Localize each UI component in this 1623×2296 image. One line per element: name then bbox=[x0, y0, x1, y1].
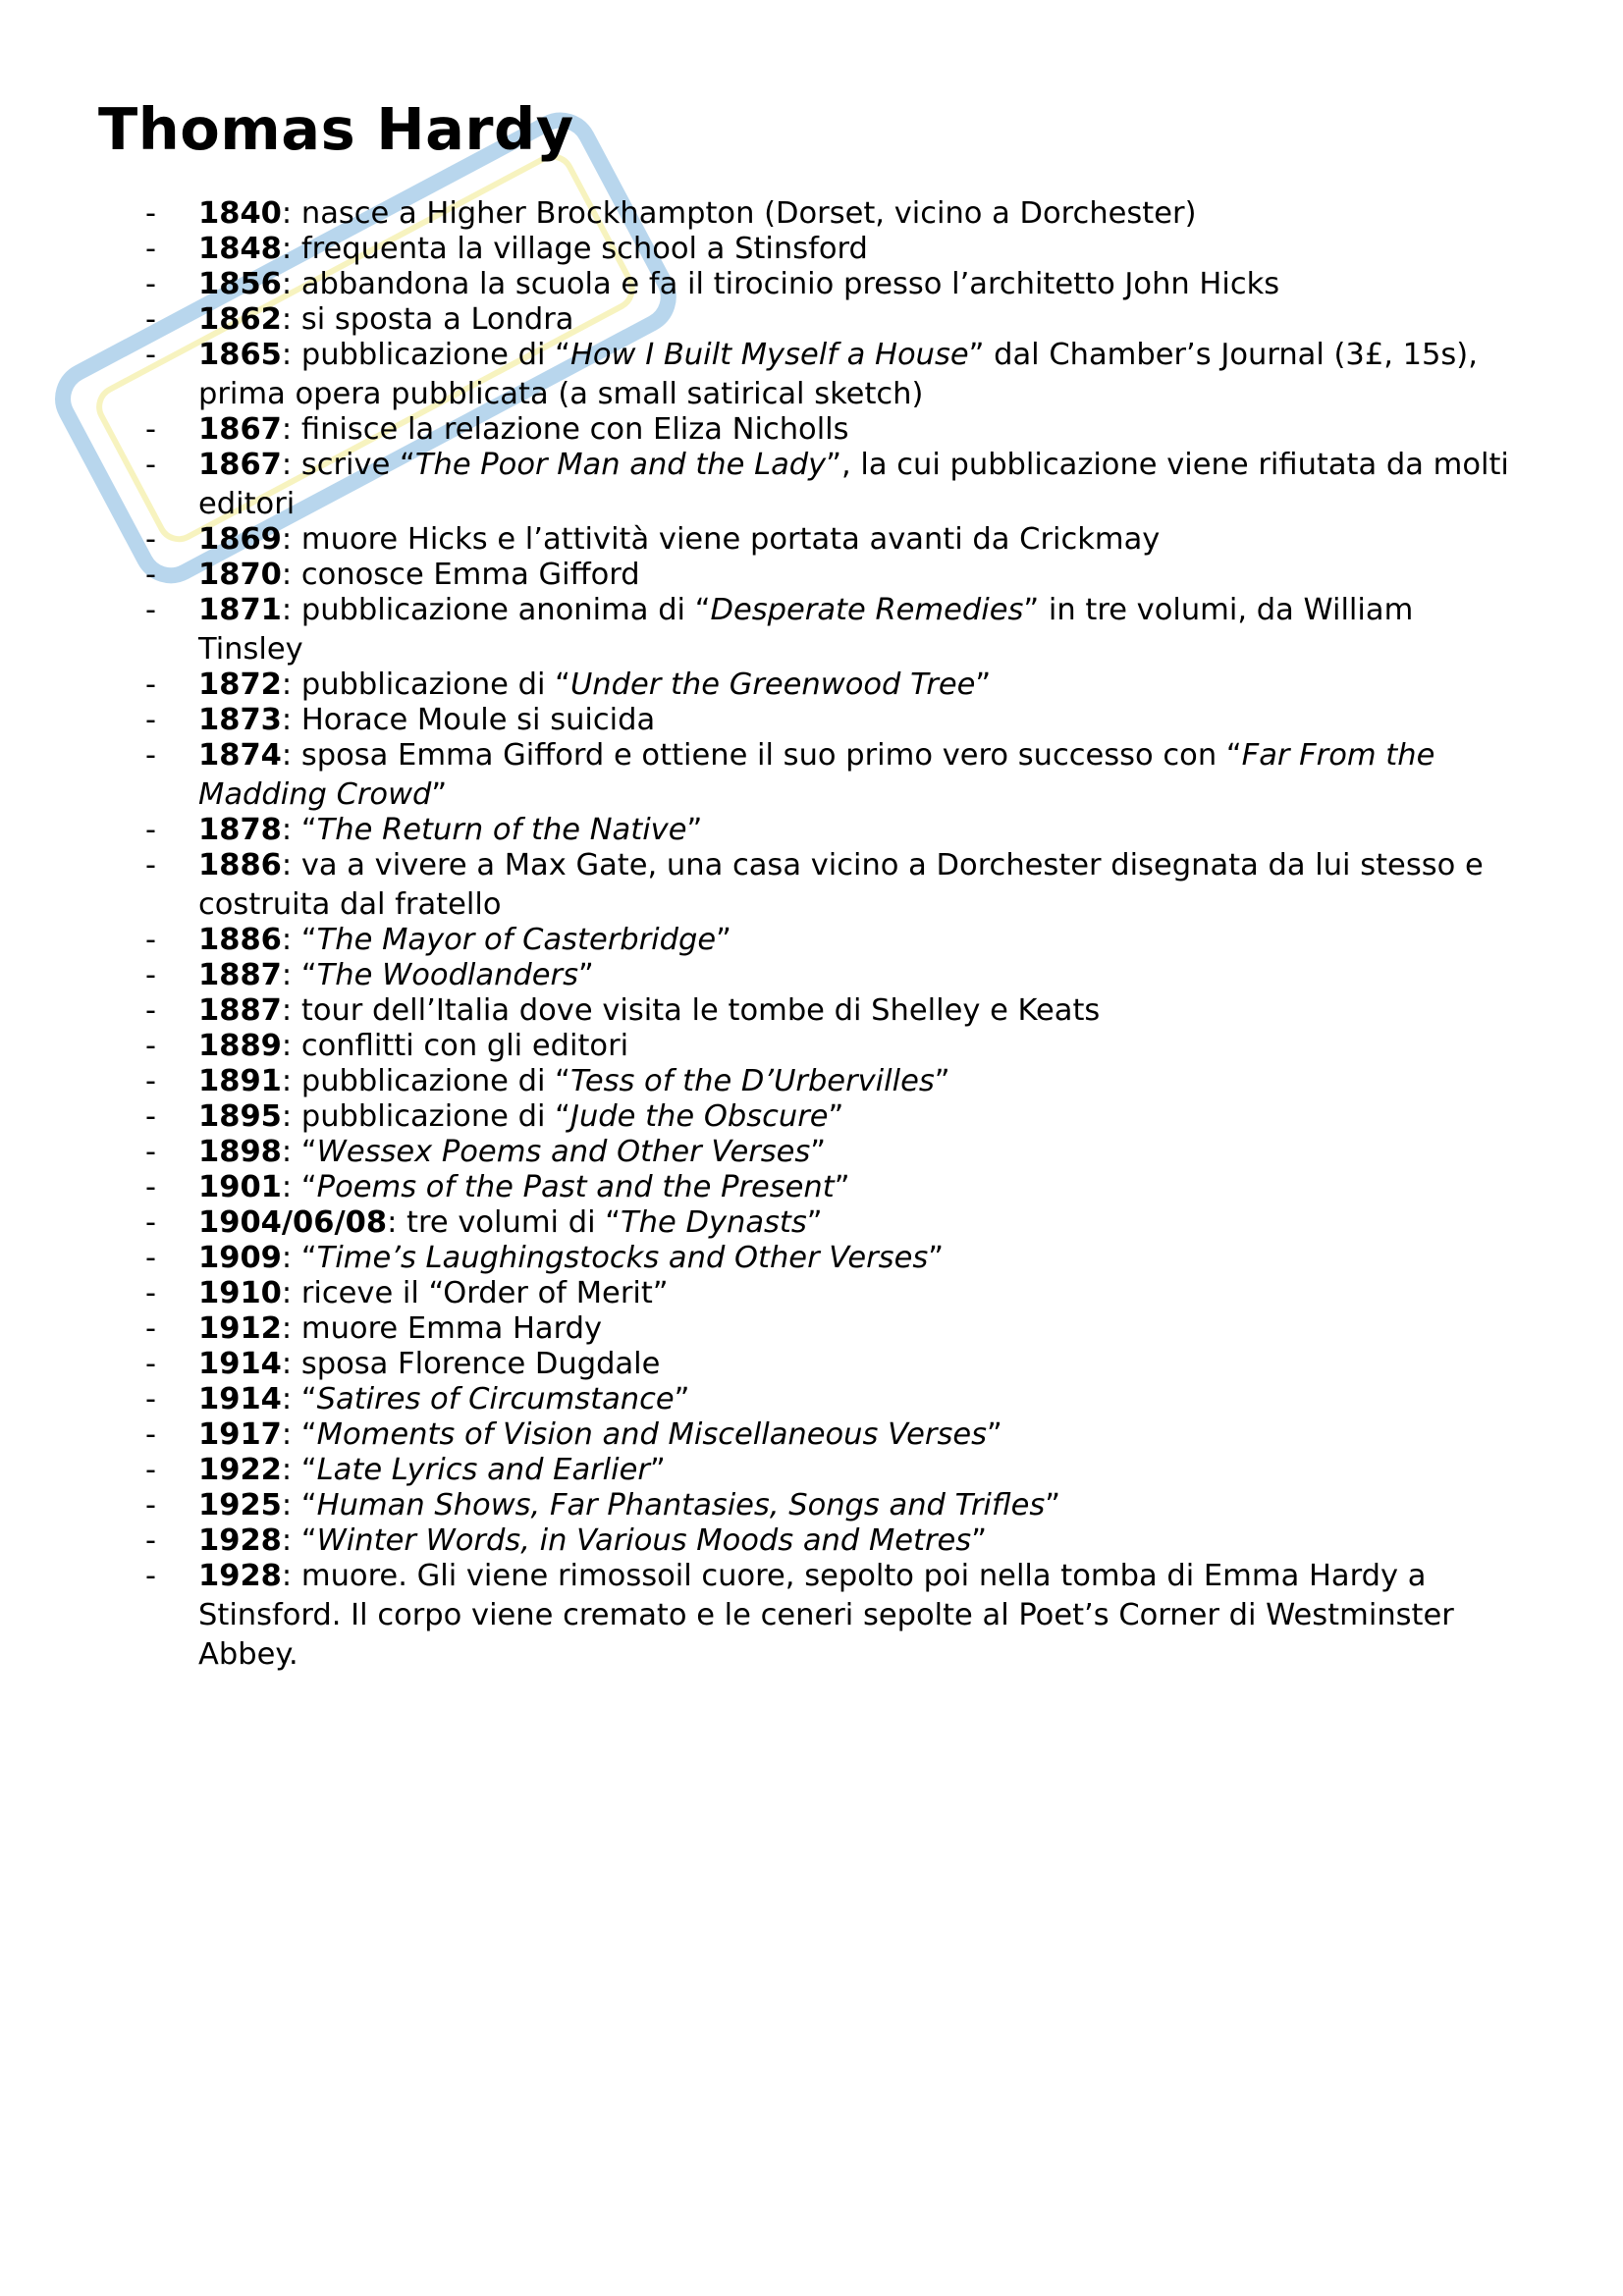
entry-work-title: Poems of the Past and the Present bbox=[316, 1170, 835, 1204]
bullet-dash: - bbox=[145, 338, 157, 372]
entry-year: 1878 bbox=[198, 813, 282, 847]
bullet-dash: - bbox=[145, 558, 157, 592]
bullet-dash: - bbox=[145, 232, 157, 266]
entry-work-title: The Return of the Native bbox=[316, 813, 687, 847]
entry-text: : “ bbox=[281, 1417, 317, 1452]
entry-text: : “ bbox=[281, 1523, 317, 1558]
entry-text: : muore Emma Hardy bbox=[281, 1311, 603, 1346]
bullet-dash: - bbox=[145, 196, 157, 231]
entry-text-after: ” dal Chamber’s Journal (3£, 15s), prima opera pubblicata (a small satirical sketch) bbox=[198, 338, 1478, 411]
entry-text: : pubblicazione di “ bbox=[281, 667, 570, 702]
timeline-entry bbox=[0, 666, 1623, 705]
bullet-dash: - bbox=[145, 302, 157, 337]
entry-year: 1928 bbox=[198, 1559, 282, 1593]
entry-work-title: Under the Greenwood Tree bbox=[569, 667, 976, 702]
entry-text-after: ” bbox=[934, 1064, 950, 1098]
entry-year: 1840 bbox=[198, 196, 282, 231]
bullet-dash: - bbox=[145, 923, 157, 957]
entry-year: 1865 bbox=[198, 338, 282, 372]
bullet-dash: - bbox=[145, 738, 157, 773]
entry-year: 1901 bbox=[198, 1170, 282, 1204]
timeline-entry bbox=[0, 1309, 1623, 1349]
timeline-entry bbox=[0, 1203, 1623, 1243]
timeline-entry bbox=[0, 1274, 1623, 1313]
entry-year: 1898 bbox=[198, 1135, 282, 1169]
entry-text: : conosce Emma Gifford bbox=[281, 558, 640, 592]
entry-text: : muore Hicks e l’attività viene portata avanti da Crickmay bbox=[281, 522, 1161, 557]
timeline-entry bbox=[0, 1380, 1623, 1419]
bullet-dash: - bbox=[145, 448, 157, 482]
timeline-entry bbox=[0, 300, 1623, 340]
entry-work-title: Winter Words, in Various Moods and Metres bbox=[316, 1523, 972, 1558]
timeline-entry bbox=[0, 921, 1623, 960]
bullet-dash: - bbox=[145, 1064, 157, 1098]
entry-work-title: The Poor Man and the Lady bbox=[414, 448, 827, 482]
timeline-entry bbox=[0, 265, 1623, 304]
entry-year: 1889 bbox=[198, 1029, 282, 1063]
entry-text-after: ” bbox=[577, 958, 594, 992]
bullet-dash: - bbox=[145, 993, 157, 1028]
timeline-entry bbox=[0, 1415, 1623, 1455]
entry-work-title: Jude the Obscure bbox=[569, 1099, 829, 1134]
bullet-dash: - bbox=[145, 1382, 157, 1416]
entry-year: 1856 bbox=[198, 267, 282, 301]
entry-text: : frequenta la village school a Stinsford bbox=[281, 232, 868, 266]
entry-text: : pubblicazione di “ bbox=[281, 338, 570, 372]
entry-text: : sposa Florence Dugdale bbox=[281, 1347, 661, 1381]
entry-text-after: ” bbox=[806, 1205, 823, 1240]
bullet-dash: - bbox=[145, 1453, 157, 1487]
entry-year: 1886 bbox=[198, 848, 282, 882]
entry-work-title: Satires of Circumstance bbox=[316, 1382, 675, 1416]
bullet-dash: - bbox=[145, 412, 157, 447]
timeline-entry bbox=[0, 956, 1623, 995]
entry-text: : “ bbox=[281, 1170, 317, 1204]
entry-text-after: ” bbox=[928, 1241, 945, 1275]
entry-text-after: ” bbox=[834, 1170, 850, 1204]
entry-text: : conflitti con gli editori bbox=[281, 1029, 629, 1063]
bullet-dash: - bbox=[145, 267, 157, 301]
bullet-dash: - bbox=[145, 1135, 157, 1169]
bullet-dash: - bbox=[145, 1523, 157, 1558]
entry-year: 1867 bbox=[198, 412, 282, 447]
entry-year: 1904/06/08 bbox=[198, 1205, 388, 1240]
timeline-entry bbox=[0, 1486, 1623, 1525]
entry-year: 1917 bbox=[198, 1417, 282, 1452]
bullet-dash: - bbox=[145, 703, 157, 737]
entry-work-title: The Dynasts bbox=[621, 1205, 807, 1240]
entry-text-after: ” bbox=[975, 667, 992, 702]
timeline-entry bbox=[0, 1133, 1623, 1172]
entry-work-title: Tess of the D’Urbervilles bbox=[569, 1064, 935, 1098]
entry-text: : “ bbox=[281, 1241, 317, 1275]
timeline-entry bbox=[0, 336, 1623, 414]
entry-text: : pubblicazione anonima di “ bbox=[281, 593, 711, 627]
timeline-list bbox=[0, 194, 1623, 1671]
bullet-dash: - bbox=[145, 1488, 157, 1522]
entry-text-after: ” bbox=[431, 777, 448, 812]
entry-text: : tre volumi di “ bbox=[387, 1205, 622, 1240]
bullet-dash: - bbox=[145, 813, 157, 847]
bullet-dash: - bbox=[145, 1170, 157, 1204]
entry-text-after: ” in tre volumi, da William Tinsley bbox=[198, 593, 1414, 667]
entry-text: : nasce a Higher Brockhampton (Dorset, vicino a Dorchester) bbox=[281, 196, 1197, 231]
entry-text: : “ bbox=[281, 1382, 317, 1416]
entry-year: 1914 bbox=[198, 1347, 282, 1381]
entry-year: 1872 bbox=[198, 667, 282, 702]
timeline-entry bbox=[0, 991, 1623, 1031]
entry-year: 1925 bbox=[198, 1488, 282, 1522]
timeline-entry bbox=[0, 1522, 1623, 1561]
entry-year: 1887 bbox=[198, 993, 282, 1028]
timeline-entry bbox=[0, 1239, 1623, 1278]
entry-text: : pubblicazione di “ bbox=[281, 1099, 570, 1134]
bullet-dash: - bbox=[145, 848, 157, 882]
entry-text: : “ bbox=[281, 813, 317, 847]
entry-year: 1912 bbox=[198, 1311, 282, 1346]
entry-work-title: Late Lyrics and Earlier bbox=[316, 1453, 650, 1487]
timeline-entry bbox=[0, 1557, 1623, 1675]
entry-text: : riceve il “Order of Merit” bbox=[281, 1276, 669, 1310]
bullet-dash: - bbox=[145, 667, 157, 702]
timeline-entry bbox=[0, 194, 1623, 234]
bullet-dash: - bbox=[145, 1276, 157, 1310]
bullet-dash: - bbox=[145, 1241, 157, 1275]
timeline-entry bbox=[0, 410, 1623, 450]
bullet-dash: - bbox=[145, 1347, 157, 1381]
entry-year: 1867 bbox=[198, 448, 282, 482]
entry-work-title: The Mayor of Casterbridge bbox=[316, 923, 717, 957]
entry-year: 1909 bbox=[198, 1241, 282, 1275]
entry-text: : scrive “ bbox=[281, 448, 415, 482]
entry-text: : “ bbox=[281, 1135, 317, 1169]
timeline-entry bbox=[0, 846, 1623, 925]
entry-text: : “ bbox=[281, 923, 317, 957]
entry-text-after: ” bbox=[810, 1135, 827, 1169]
entry-text: : finisce la relazione con Eliza Nicholls bbox=[281, 412, 849, 447]
entry-year: 1928 bbox=[198, 1523, 282, 1558]
bullet-dash: - bbox=[145, 1205, 157, 1240]
timeline-entry bbox=[0, 811, 1623, 850]
entry-work-title: Time’s Laughingstocks and Other Verses bbox=[316, 1241, 929, 1275]
entry-text: : sposa Emma Gifford e ottiene il suo primo vero successo con “ bbox=[281, 738, 1242, 773]
bullet-dash: - bbox=[145, 1311, 157, 1346]
entry-work-title: Far From the Madding Crowd bbox=[198, 738, 1435, 812]
entry-text: : tour dell’Italia dove visita le tombe di Shelley e Keats bbox=[281, 993, 1101, 1028]
entry-work-title: Desperate Remedies bbox=[710, 593, 1024, 627]
entry-year: 1922 bbox=[198, 1453, 282, 1487]
entry-year: 1873 bbox=[198, 703, 282, 737]
entry-text: : muore. Gli viene rimossoil cuore, sepolto poi nella tomba di Emma Hardy a Stinsford. Il corpo viene cremato e le ceneri sepolte al Poet’s Corner di Westminster Abbey. bbox=[198, 1559, 1454, 1672]
entry-text-after: ” bbox=[649, 1453, 666, 1487]
entry-year: 1891 bbox=[198, 1064, 282, 1098]
timeline-entry bbox=[0, 1027, 1623, 1066]
entry-text-after: ” bbox=[674, 1382, 690, 1416]
timeline-entry bbox=[0, 1345, 1623, 1384]
entry-year: 1871 bbox=[198, 593, 282, 627]
entry-year: 1848 bbox=[198, 232, 282, 266]
timeline-entry bbox=[0, 1062, 1623, 1101]
entry-year: 1874 bbox=[198, 738, 282, 773]
entry-text: : “ bbox=[281, 958, 317, 992]
timeline-entry bbox=[0, 1451, 1623, 1490]
entry-text-after: ” bbox=[686, 813, 703, 847]
entry-text: : Horace Moule si suicida bbox=[281, 703, 656, 737]
entry-year: 1862 bbox=[198, 302, 282, 337]
entry-text: : “ bbox=[281, 1488, 317, 1522]
entry-text-after: ” bbox=[971, 1523, 987, 1558]
bullet-dash: - bbox=[145, 1029, 157, 1063]
entry-text-after: ” bbox=[828, 1099, 844, 1134]
entry-work-title: How I Built Myself a House bbox=[569, 338, 969, 372]
entry-work-title: Moments of Vision and Miscellaneous Verses bbox=[316, 1417, 988, 1452]
bullet-dash: - bbox=[145, 593, 157, 627]
entry-work-title: Wessex Poems and Other Verses bbox=[316, 1135, 811, 1169]
entry-text: : va a vivere a Max Gate, una casa vicino a Dorchester disegnata da lui stesso e costruita dal fratello bbox=[198, 848, 1484, 922]
entry-text: : si sposta a Londra bbox=[281, 302, 574, 337]
bullet-dash: - bbox=[145, 522, 157, 557]
timeline-entry bbox=[0, 736, 1623, 815]
entry-text-after: ” bbox=[987, 1417, 1002, 1452]
timeline-entry bbox=[0, 1168, 1623, 1207]
entry-year: 1914 bbox=[198, 1382, 282, 1416]
entry-year: 1870 bbox=[198, 558, 282, 592]
entry-year: 1886 bbox=[198, 923, 282, 957]
entry-text-after: ”, la cui pubblicazione viene rifiutata da molti editori bbox=[198, 448, 1509, 521]
entry-work-title: The Woodlanders bbox=[316, 958, 578, 992]
entry-year: 1910 bbox=[198, 1276, 282, 1310]
bullet-dash: - bbox=[145, 1099, 157, 1134]
timeline-entry bbox=[0, 446, 1623, 524]
entry-text: : pubblicazione di “ bbox=[281, 1064, 570, 1098]
entry-text-after: ” bbox=[1045, 1488, 1061, 1522]
bullet-dash: - bbox=[145, 958, 157, 992]
bullet-dash: - bbox=[145, 1417, 157, 1452]
entry-work-title: Human Shows, Far Phantasies, Songs and Trifles bbox=[316, 1488, 1046, 1522]
entry-year: 1887 bbox=[198, 958, 282, 992]
page-title: Thomas Hardy bbox=[98, 95, 574, 163]
timeline-entry bbox=[0, 701, 1623, 740]
entry-text: : “ bbox=[281, 1453, 317, 1487]
timeline-entry bbox=[0, 230, 1623, 269]
timeline-entry bbox=[0, 520, 1623, 560]
entry-year: 1869 bbox=[198, 522, 282, 557]
timeline-entry bbox=[0, 591, 1623, 669]
entry-year: 1895 bbox=[198, 1099, 282, 1134]
timeline-entry bbox=[0, 556, 1623, 595]
entry-text: : abbandona la scuola e fa il tirocinio presso l’architetto John Hicks bbox=[281, 267, 1280, 301]
timeline-entry bbox=[0, 1097, 1623, 1137]
bullet-dash: - bbox=[145, 1559, 157, 1593]
entry-text-after: ” bbox=[716, 923, 731, 957]
